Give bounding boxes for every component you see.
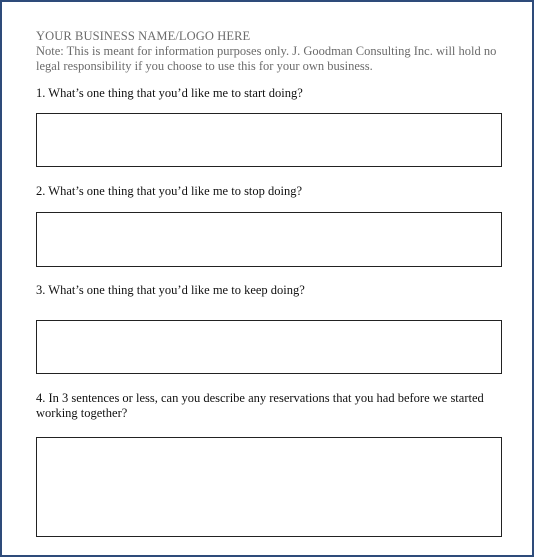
disclaimer-note: Note: This is meant for information purposes only. J. Goodman Consulting Inc. will hold no legal responsibility if you choose to use this for your own business. [36,44,497,73]
answer-box-4[interactable] [36,437,502,537]
answer-box-2[interactable] [36,212,502,267]
business-name-placeholder: YOUR BUSINESS NAME/LOGO HERE [36,29,251,43]
question-4: 4. In 3 sentences or less, can you describe any reservations that you had before we started working together? [36,391,484,420]
cut-off-next-question [36,553,506,557]
question-3: 3. What’s one thing that you’d like me to keep doing? [36,283,305,297]
answer-box-3[interactable] [36,320,502,374]
answer-box-1[interactable] [36,113,502,167]
question-2: 2. What’s one thing that you’d like me to stop doing? [36,184,303,198]
form-content [36,29,506,420]
question-1: 1. What’s one thing that you’d like me to start doing? [36,86,303,100]
